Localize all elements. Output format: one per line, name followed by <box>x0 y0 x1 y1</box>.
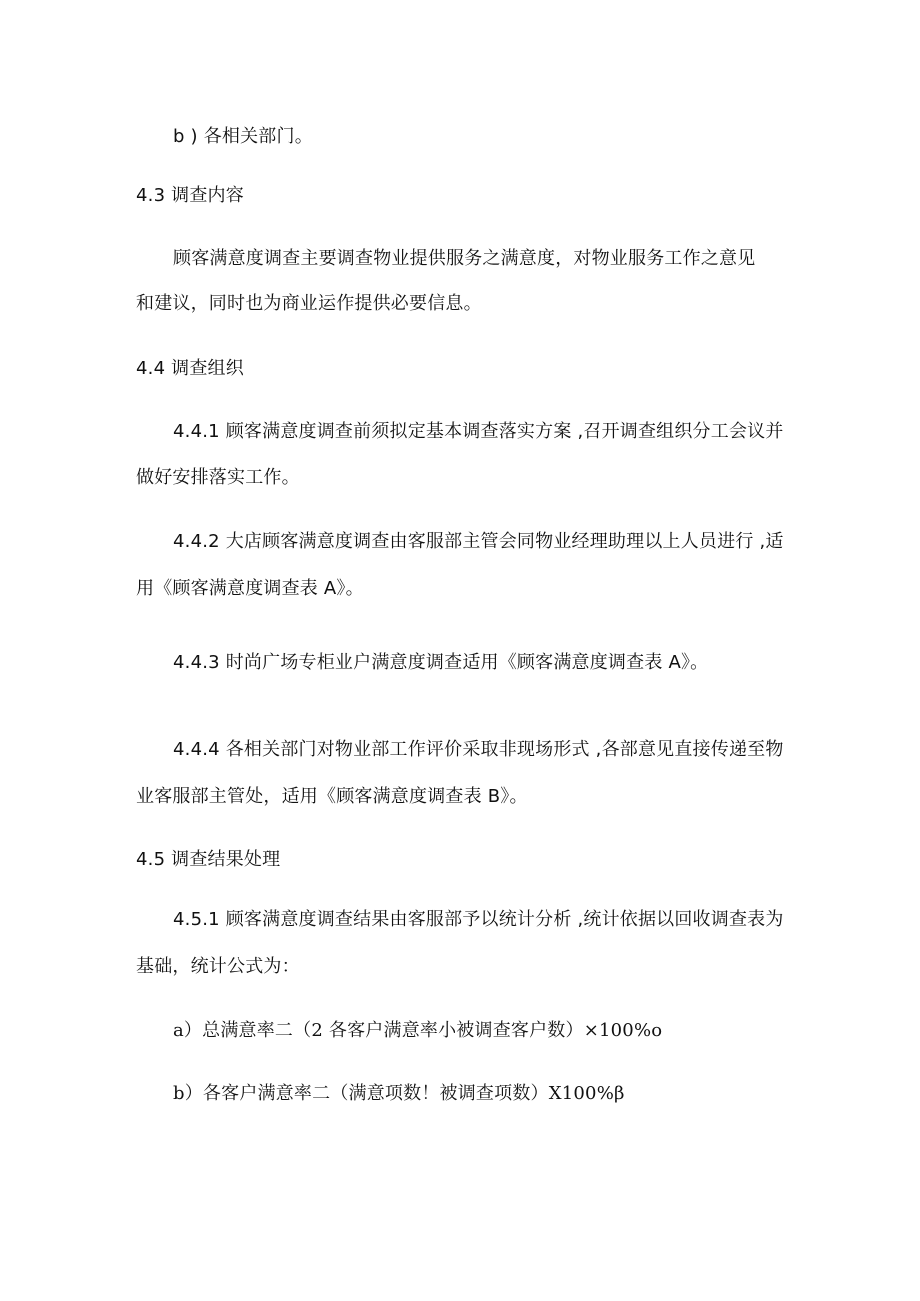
section-4-4-heading: 4.4 调查组织 <box>136 358 244 379</box>
section-4-4-4-line-2: 业客服部主管处，适用《顾客满意度调查表 B》。 <box>136 786 528 807</box>
section-4-5-1-line-2: 基础，统计公式为： <box>136 956 300 977</box>
section-4-4-1-line-2: 做好安排落实工作。 <box>136 467 300 488</box>
section-4-3-heading: 4.3 调查内容 <box>136 185 244 206</box>
item-b-line: b ) 各相关部门。 <box>173 126 313 147</box>
section-4-4-2-line-2: 用《顾客满意度调查表 A》。 <box>136 578 364 599</box>
section-4-4-1-line-1: 4.4.1 顾客满意度调查前须拟定基本调查落实方案 ,召开调查组织分工会议并 <box>173 421 784 442</box>
section-4-4-4-line-1: 4.4.4 各相关部门对物业部工作评价采取非现场形式 ,各部意见直接传递至物 <box>173 739 784 760</box>
section-4-4-2-line-1: 4.4.2 大店顾客满意度调查由客服部主管会同物业经理助理以上人员进行 ,适 <box>173 531 784 552</box>
section-4-5-heading: 4.5 调查结果处理 <box>136 849 281 870</box>
section-4-4-3-line: 4.4.3 时尚广场专柜业户满意度调查适用《顾客满意度调查表 A》。 <box>173 652 709 673</box>
section-4-3-paragraph-line-1: 顾客满意度调查主要调查物业提供服务之满意度，对物业服务工作之意见 <box>173 248 756 269</box>
section-4-5-1-line-1: 4.5.1 顾客满意度调查结果由客服部予以统计分析 ,统计依据以回收调查表为 <box>173 909 784 930</box>
formula-a-line: a）总满意率二（2 各客户满意率小被调查客户数）×100%o <box>173 1020 663 1041</box>
formula-b-line: b）各客户满意率二（满意项数！被调查项数）X100%β <box>173 1083 625 1104</box>
section-4-3-paragraph-line-2: 和建议，同时也为商业运作提供必要信息。 <box>136 293 482 314</box>
